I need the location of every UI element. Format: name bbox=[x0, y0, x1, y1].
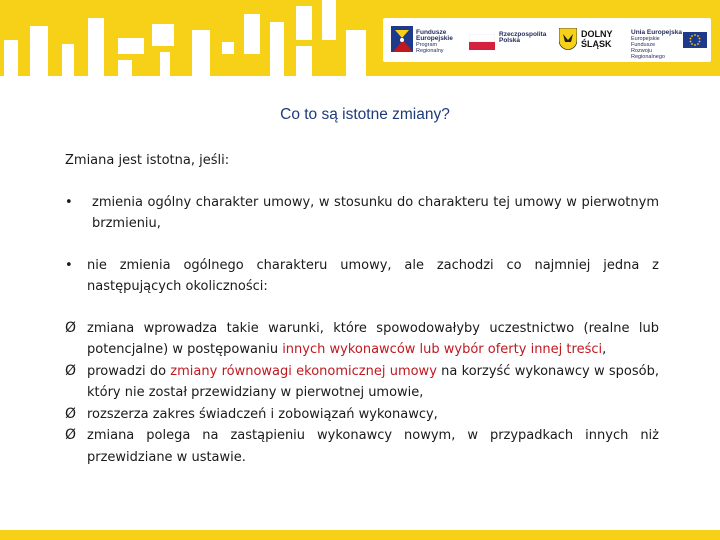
deco-square bbox=[270, 22, 284, 76]
unia-europejska-logo bbox=[631, 24, 709, 60]
deco-square bbox=[322, 0, 336, 40]
rp-logo-line1: Rzeczpospolita bbox=[499, 31, 547, 38]
arrow-item bbox=[65, 404, 659, 426]
slide-content bbox=[65, 150, 659, 468]
arrow-marker: Ø bbox=[65, 319, 77, 336]
arrow-text: zmiana polega na zastąpieniu wykonawcy nowym, w przypadkach innych niż przewidziane w ustawie. bbox=[87, 428, 659, 465]
eagle-crest-icon bbox=[559, 28, 577, 50]
arrow-item bbox=[65, 318, 659, 361]
arrow-item bbox=[65, 425, 659, 468]
polish-flag-icon bbox=[469, 34, 495, 50]
arrow-marker: Ø bbox=[65, 427, 77, 443]
fe-logo-line2: Europejskie bbox=[416, 35, 453, 42]
bullet-item bbox=[65, 255, 659, 298]
rzeczpospolita-polska-logo bbox=[469, 24, 547, 56]
deco-square bbox=[4, 40, 18, 76]
deco-square bbox=[88, 18, 104, 76]
ue-logo-line1: Unia Europejska bbox=[631, 29, 682, 36]
deco-square bbox=[244, 14, 260, 54]
bullet-marker: • bbox=[65, 194, 73, 210]
ue-logo-line3: Rozwoju Regionalnego bbox=[631, 48, 665, 60]
deco-square bbox=[152, 24, 174, 46]
arrow-item bbox=[65, 361, 659, 404]
deco-square bbox=[160, 52, 170, 76]
arrow-text-highlight: innych wykonawców lub wybór oferty innej treści bbox=[282, 342, 603, 357]
lead-text: Zmiana jest istotna, jeśli: bbox=[65, 153, 230, 168]
arrow-text-tail: , bbox=[602, 342, 607, 357]
bullet-text: nie zmienia ogólnego charakteru umowy, ale zachodzi co najmniej jedna z następujących okoliczności: bbox=[87, 257, 659, 294]
deco-square bbox=[296, 6, 312, 40]
fe-logo-line1: Fundusze bbox=[416, 29, 447, 36]
dolny-slask-logo bbox=[559, 24, 619, 56]
deco-square bbox=[222, 42, 234, 54]
bullet-item bbox=[65, 192, 659, 235]
fe-star-icon bbox=[391, 26, 413, 52]
rp-logo-line2: Polska bbox=[499, 37, 520, 44]
deco-square bbox=[30, 26, 48, 76]
eu-flag-icon bbox=[683, 32, 707, 48]
deco-square bbox=[346, 30, 366, 76]
arrow-text: prowadzi do bbox=[87, 363, 171, 379]
deco-square bbox=[118, 38, 144, 54]
deco-square bbox=[192, 30, 210, 76]
header-band bbox=[0, 0, 720, 76]
deco-square bbox=[62, 44, 74, 76]
arrow-marker: Ø bbox=[65, 405, 77, 422]
deco-square bbox=[296, 46, 312, 76]
logo-bar bbox=[383, 18, 711, 62]
fundusze-europejskie-logo bbox=[391, 24, 451, 56]
ue-logo-line2: Europejskie Fundusze bbox=[631, 36, 660, 48]
ds-logo-line2: ŚLĄSK bbox=[581, 39, 612, 49]
bullet-marker: • bbox=[65, 257, 73, 273]
arrow-text-tail: na korzyść wykonawcy w sposób, który nie został przewidziany w pierwotnej umowie, bbox=[87, 363, 659, 400]
deco-square bbox=[118, 60, 132, 76]
arrow-text: rozszerza zakres świadczeń i zobowiązań wykonawcy, bbox=[87, 406, 438, 422]
footer-band bbox=[0, 530, 720, 540]
arrow-marker: Ø bbox=[65, 362, 77, 379]
arrow-text: zmiana wprowadza takie warunki, które spowodowałyby uczestnictwo (realne lub potencjalne) w postępowaniu bbox=[87, 320, 659, 357]
ds-logo-line1: DOLNY bbox=[581, 29, 613, 39]
bullet-text: zmienia ogólny charakter umowy, w stosunku do charakteru tej umowy w pierwotnym brzmieniu, bbox=[92, 194, 659, 231]
slide-title: Co to są istotne zmiany? bbox=[280, 106, 450, 123]
fe-logo-line3: Program Regionalny bbox=[416, 42, 444, 54]
arrow-text-highlight: zmiany równowagi ekonomicznej umowy bbox=[170, 363, 437, 379]
